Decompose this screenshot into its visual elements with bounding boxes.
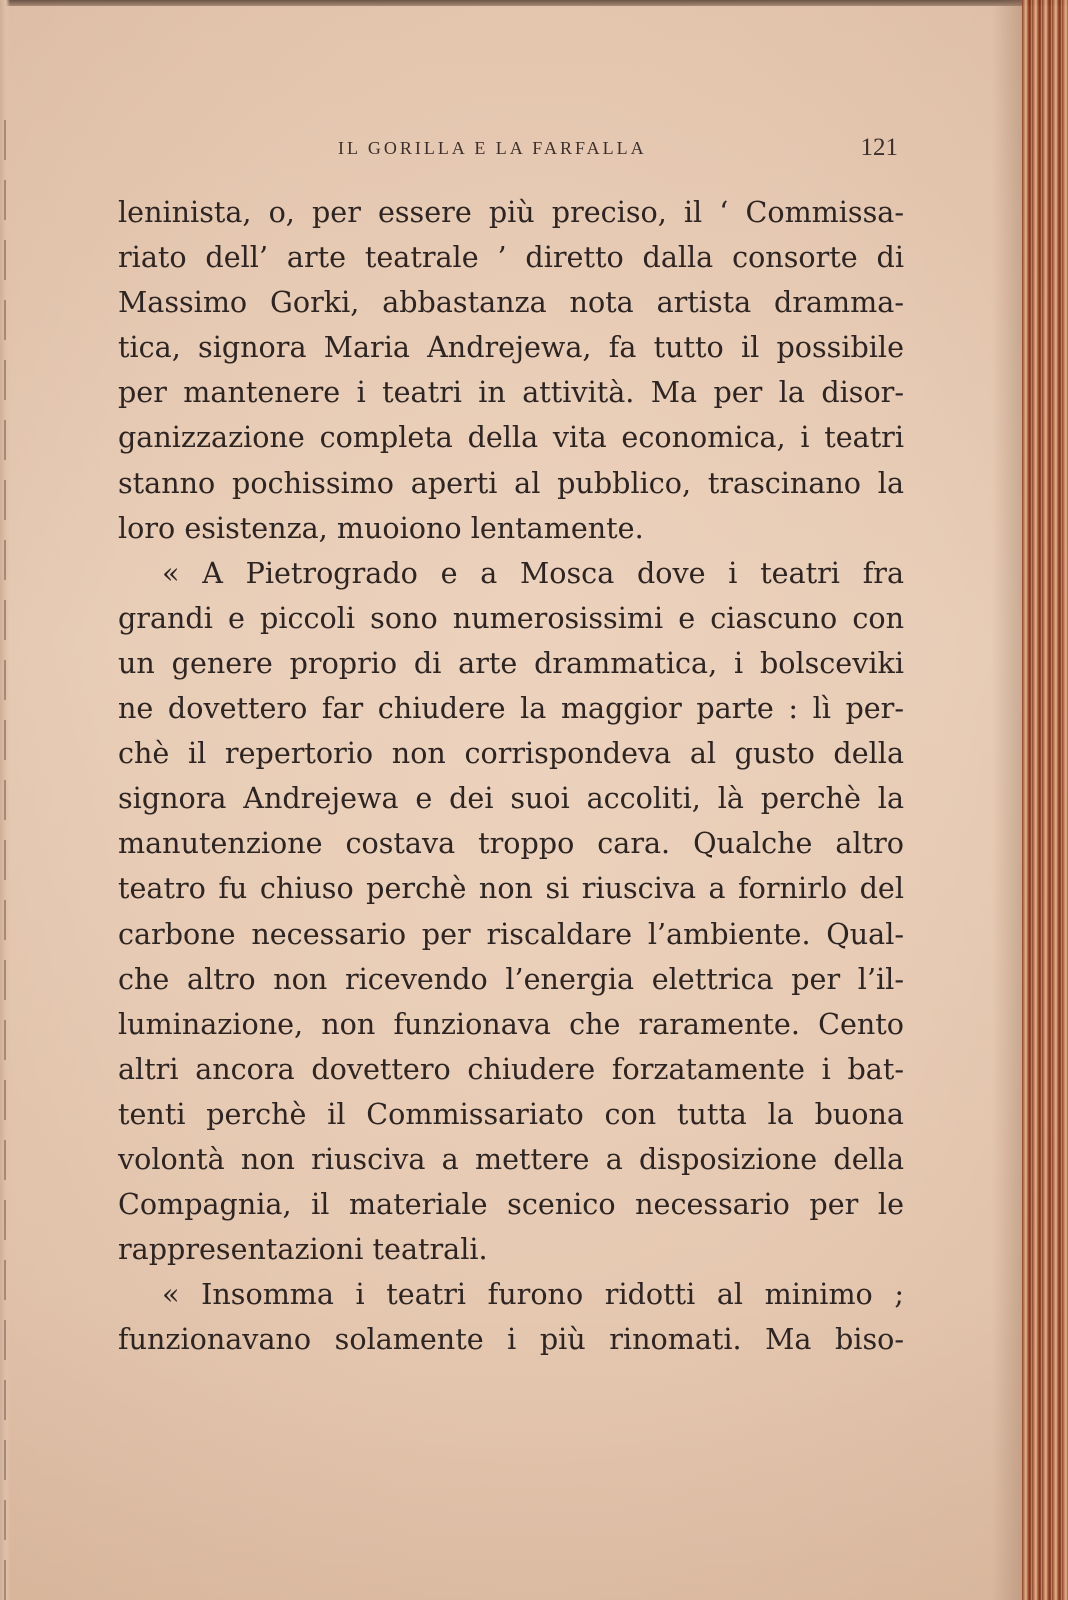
text-line: leninista, o, per essere più preciso, il ‘ Commissa- [118, 195, 904, 229]
text-line: ganizzazione completa della vita economica, i teatri [118, 420, 904, 455]
binding-line [4, 120, 6, 1600]
text-line: per mantenere i teatri in attività. Ma per la disor- [118, 375, 904, 410]
text-line: tenti perchè il Commissariato con tutta la buona [118, 1096, 904, 1131]
text-line: ne dovettero far chiudere la maggior parte : lì per- [118, 691, 904, 726]
text-line: manutenzione costava troppo cara. Qualche altro [118, 826, 904, 861]
book-spine-edge [1022, 0, 1068, 1600]
page-number: 121 [860, 134, 898, 161]
text-line: signora Andrejewa e dei suoi accoliti, là perchè la [118, 781, 904, 816]
text-line: riato dell’ arte teatrale ’ diretto dalla consorte di [118, 240, 904, 275]
text-line: grandi e piccoli sono numerosissimi e ciascuno con [118, 600, 904, 635]
text-line: altri ancora dovettero chiudere forzatamente i bat- [118, 1051, 904, 1086]
text-line: stanno pochissimo aperti al pubblico, trascinano la [118, 465, 904, 500]
text-line: volontà non riusciva a mettere a disposizione della [118, 1141, 904, 1176]
text-line: luminazione, non funzionava che raramente. Cento [118, 1006, 904, 1041]
text-line: rappresentazioni teatrali. [118, 1232, 488, 1267]
text-line: carbone necessario per riscaldare l’ambiente. Qual- [118, 916, 904, 951]
text-line: funzionavano solamente i più rinomati. Ma biso- [118, 1322, 904, 1357]
page-top-edge [0, 0, 1068, 6]
text-line: Massimo Gorki, abbastanza nota artista dramma- [118, 285, 904, 320]
body-text [118, 190, 904, 1362]
text-line: chè il repertorio non corrispondeva al gusto della [118, 736, 904, 771]
running-title: IL GORILLA E LA FARFALLA [338, 138, 647, 158]
text-line: « A Pietrogrado e a Mosca dove i teatri fra [162, 555, 904, 590]
text-line: Compagnia, il materiale scenico necessario per le [118, 1187, 904, 1222]
running-head [118, 134, 898, 168]
text-line: un genere proprio di arte drammatica, i bolsceviki [118, 645, 904, 680]
text-line: « Insomma i teatri furono ridotti al minimo ; [162, 1277, 904, 1312]
text-line: tica, signora Maria Andrejewa, fa tutto il possibile [118, 330, 904, 365]
text-line: che altro non ricevendo l’energia elettrica per l’il- [118, 961, 904, 996]
text-line: teatro fu chiuso perchè non si riusciva a fornirlo del [118, 871, 904, 906]
page-right-shade [992, 0, 1022, 1600]
text-line: loro esistenza, muoiono lentamente. [118, 510, 644, 545]
